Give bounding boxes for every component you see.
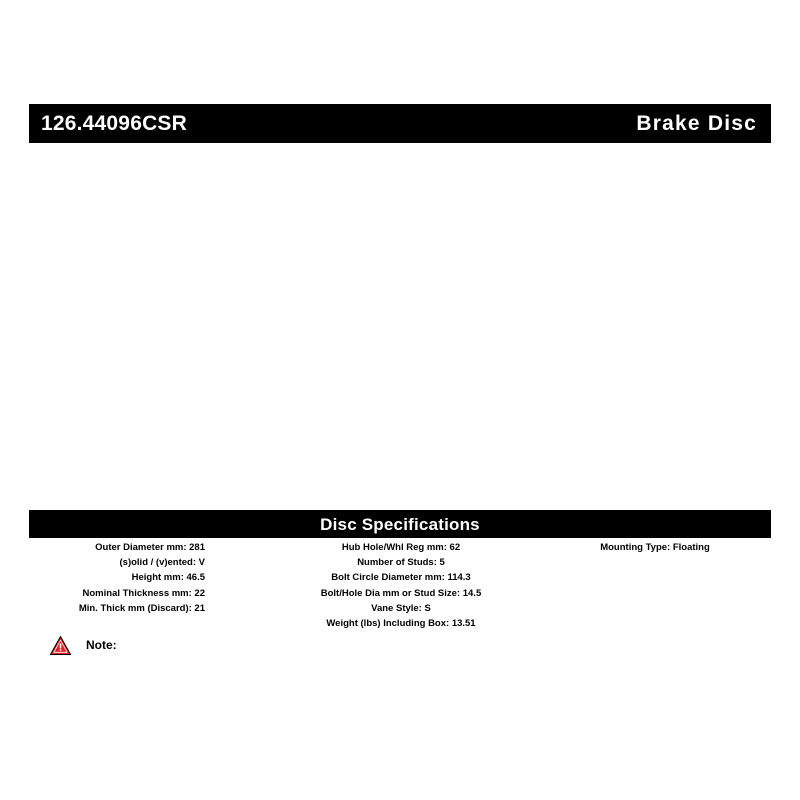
- spec-column-center: [277, 540, 525, 631]
- disc-specifications-bar: [29, 510, 771, 538]
- spec-column-right: [525, 540, 771, 555]
- spec-item: Vane Style: S: [371, 602, 431, 614]
- part-number: 126.44096CSR: [41, 112, 188, 135]
- note-row: [29, 632, 771, 658]
- spec-item: Nominal Thickness mm: 22: [82, 587, 205, 599]
- note-label: Note:: [86, 638, 117, 652]
- warning-triangle-icon: [50, 636, 71, 655]
- spec-item: Mounting Type: Floating: [600, 542, 710, 553]
- spec-item: Number of Studs: 5: [357, 557, 445, 569]
- spec-item: Outer Diameter mm: 281: [95, 542, 205, 553]
- spec-item: Bolt Circle Diameter mm: 114.3: [331, 572, 471, 584]
- disc-specifications-body: [29, 540, 771, 635]
- disc-specifications-title: Disc Specifications: [320, 514, 480, 534]
- spec-column-left: [29, 540, 277, 616]
- spec-item: Weight (lbs) Including Box: 13.51: [326, 618, 476, 630]
- product-type-title: Brake Disc: [636, 112, 757, 135]
- spec-item: Min. Thick mm (Discard): 21: [78, 602, 205, 614]
- spec-item: Height mm: 46.5: [131, 572, 205, 584]
- spec-item: Bolt/Hole Dia mm or Stud Size: 14.5: [320, 587, 482, 599]
- spec-item: Hub Hole/Whl Reg mm: 62: [341, 542, 461, 553]
- product-header-bar: [29, 104, 771, 143]
- spec-item: (s)olid / (v)ented: V: [119, 557, 205, 569]
